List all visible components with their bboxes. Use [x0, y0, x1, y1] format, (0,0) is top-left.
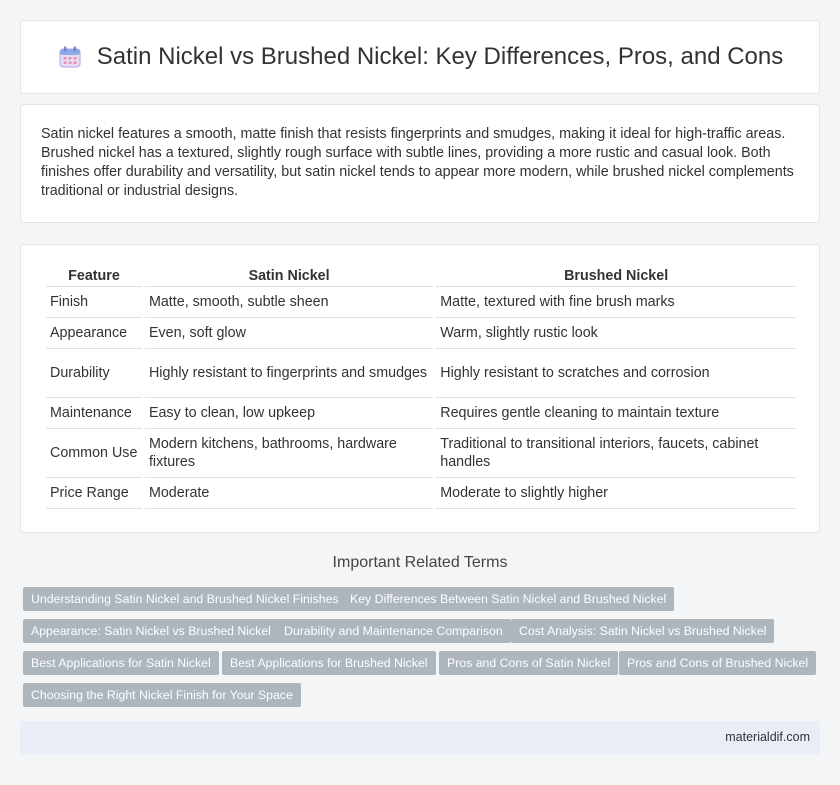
table-cell-satin: Highly resistant to fingerprints and smudges	[145, 349, 433, 398]
table-row	[46, 318, 796, 349]
table-cell-feature: Durability	[46, 349, 142, 398]
table-row	[46, 349, 796, 398]
related-term-tag[interactable]: Durability and Maintenance Comparison	[276, 619, 511, 643]
table-row	[46, 429, 796, 478]
related-term-tag[interactable]: Pros and Cons of Satin Nickel	[439, 651, 618, 675]
table-cell-satin: Easy to clean, low upkeep	[145, 398, 433, 429]
related-terms-heading: Important Related Terms	[332, 554, 508, 571]
related-term-tag[interactable]: Best Applications for Brushed Nickel	[222, 651, 436, 675]
table-cell-brushed: Moderate to slightly higher	[436, 478, 796, 509]
table-cell-feature: Maintenance	[46, 398, 142, 429]
related-term-tag[interactable]: Pros and Cons of Brushed Nickel	[619, 651, 816, 675]
table-row	[46, 287, 796, 318]
related-term-tag[interactable]: Cost Analysis: Satin Nickel vs Brushed Nickel	[511, 619, 774, 643]
table-cell-satin: Even, soft glow	[145, 318, 433, 349]
table-cell-brushed: Matte, textured with fine brush marks	[436, 287, 796, 318]
table-cell-brushed: Traditional to transitional interiors, faucets, cabinet handles	[436, 429, 796, 478]
related-term-tag[interactable]: Key Differences Between Satin Nickel and Brushed Nickel	[342, 587, 674, 611]
table-cell-feature: Appearance	[46, 318, 142, 349]
comparison-table	[43, 265, 799, 509]
table-header-brushed: Brushed Nickel	[436, 265, 796, 287]
table-cell-satin: Moderate	[145, 478, 433, 509]
title-card	[20, 20, 820, 94]
table-row	[46, 398, 796, 429]
table-cell-brushed: Highly resistant to scratches and corrosion	[436, 349, 796, 398]
related-term-tag[interactable]: Choosing the Right Nickel Finish for Your Space	[23, 683, 301, 707]
table-cell-feature: Common Use	[46, 429, 142, 478]
table-row	[46, 478, 796, 509]
table-header-satin: Satin Nickel	[145, 265, 433, 287]
table-cell-feature: Finish	[46, 287, 142, 318]
intro-paragraph: Satin nickel features a smooth, matte finish that resists fingerprints and smudges, making it ideal for high-traffic areas. Brushed nickel has a textured, slightly rough surface with subtle lines, providing a more rustic and casual look. Both finishes offer durability and versatility, but satin nickel tends to appear more modern, while brushed nickel complements traditional or industrial designs.	[41, 126, 794, 199]
related-term-tag[interactable]: Understanding Satin Nickel and Brushed Nickel Finishes	[23, 587, 347, 611]
table-cell-brushed: Warm, slightly rustic look	[436, 318, 796, 349]
related-term-tag[interactable]: Best Applications for Satin Nickel	[23, 651, 219, 675]
calendar-icon	[57, 44, 83, 70]
related-term-tag[interactable]: Appearance: Satin Nickel vs Brushed Nickel	[23, 619, 279, 643]
page-title: Satin Nickel vs Brushed Nickel: Key Differences, Pros, and Cons	[96, 43, 784, 70]
table-cell-satin: Modern kitchens, bathrooms, hardware fixtures	[145, 429, 433, 478]
table-cell-feature: Price Range	[46, 478, 142, 509]
intro-card	[20, 104, 820, 223]
footer	[20, 721, 820, 754]
table-cell-brushed: Requires gentle cleaning to maintain texture	[436, 398, 796, 429]
table-cell-satin: Matte, smooth, subtle sheen	[145, 287, 433, 318]
table-header-feature: Feature	[46, 265, 142, 287]
footer-site-link[interactable]: materialdif.com	[725, 730, 810, 744]
comparison-card	[20, 244, 820, 533]
